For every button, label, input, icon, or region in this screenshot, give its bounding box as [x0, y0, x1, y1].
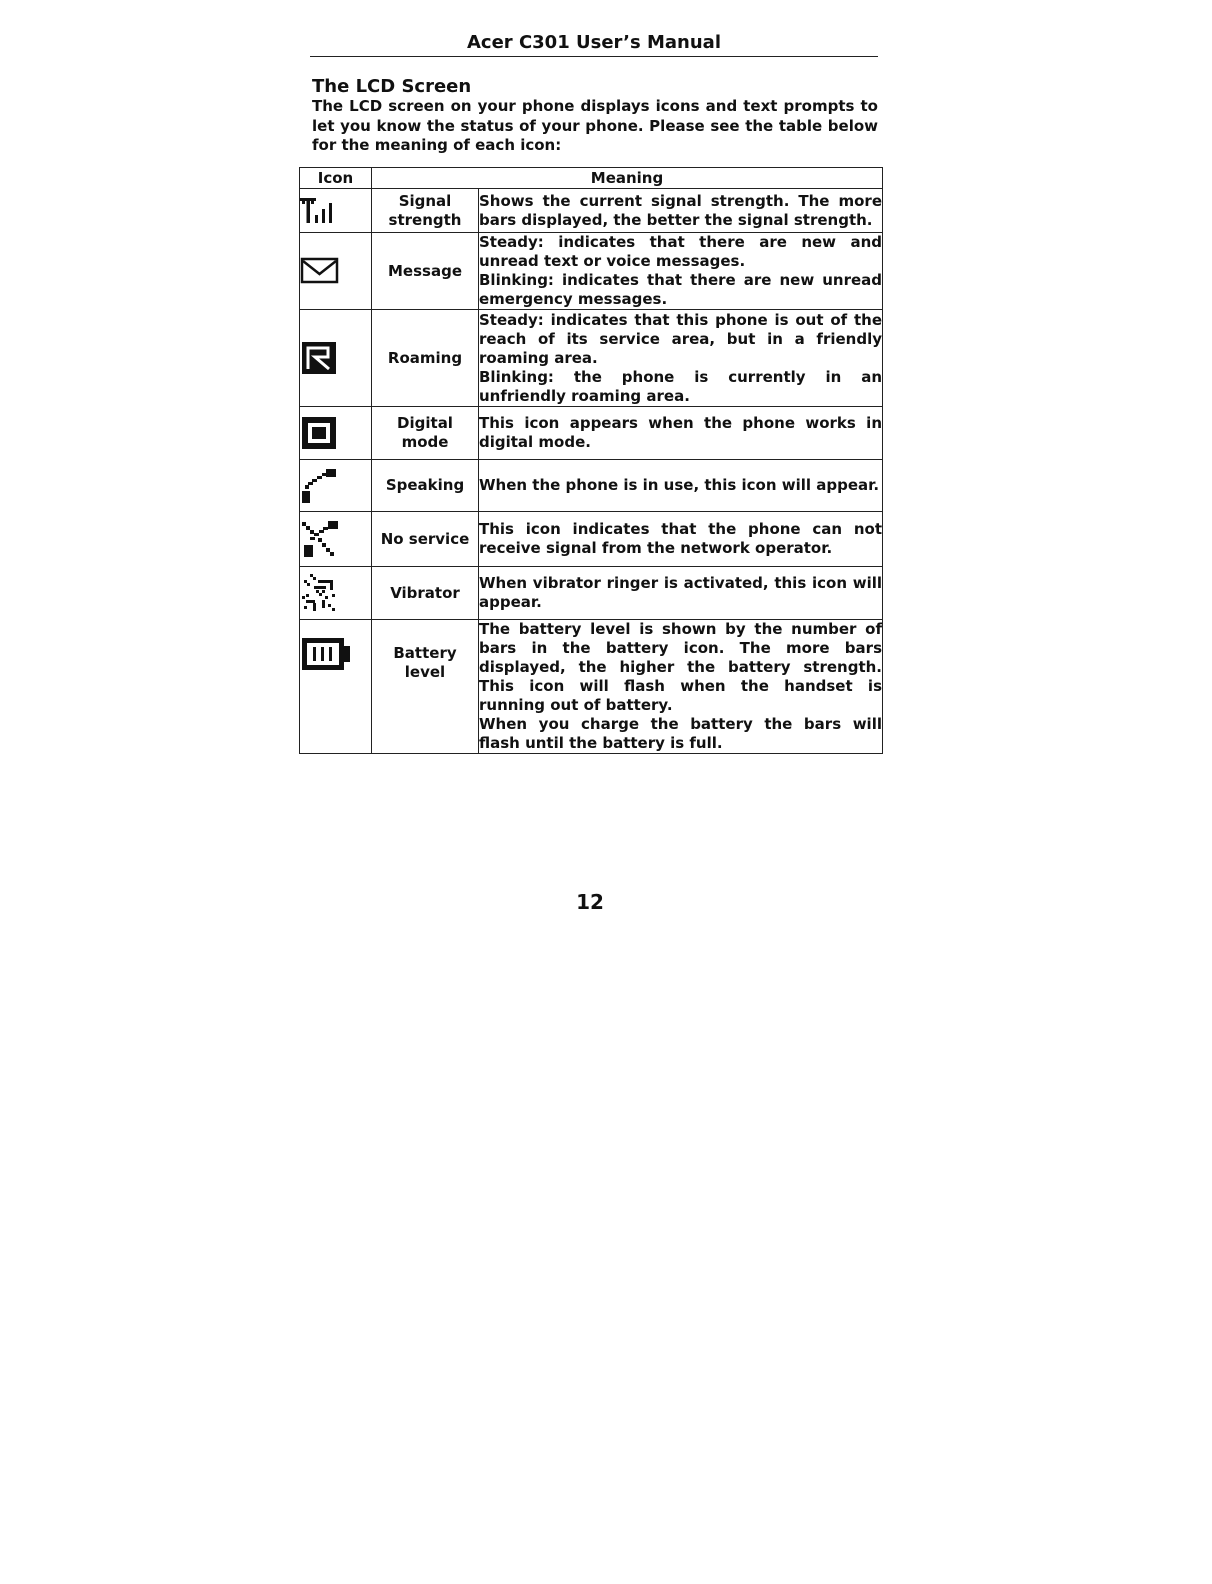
icon-name-cell: Speaking	[372, 460, 479, 512]
roaming-icon	[300, 340, 340, 376]
table-row	[300, 460, 883, 512]
table-row	[300, 407, 883, 460]
table-row	[300, 567, 883, 620]
section-title: The LCD Screen	[312, 76, 472, 97]
icon-cell	[300, 233, 372, 310]
icon-name-cell: Signal strength	[372, 189, 479, 233]
vibrator-icon	[300, 572, 340, 614]
table-row	[300, 189, 883, 233]
page-header-title: Acer C301 User’s Manual	[467, 32, 721, 53]
icon-name-cell: Battery level	[372, 620, 479, 754]
table-row	[300, 310, 883, 407]
table-row	[300, 620, 883, 754]
icon-cell	[300, 310, 372, 407]
icon-cell	[300, 567, 372, 620]
icon-name-cell: Digital mode	[372, 407, 479, 460]
digital-mode-icon	[300, 415, 340, 451]
icon-meaning-cell: Steady: indicates that there are new and unread text or voice messages. Blinking: indicates that there are new unread emergency messages.	[479, 233, 882, 308]
message-envelope-icon	[300, 256, 340, 286]
icon-meaning-cell: This icon appears when the phone works in digital mode.	[479, 407, 883, 460]
icon-meaning-cell: The battery level is shown by the number of bars in the battery icon. The more bars displayed, the higher the battery strength. This icon will flash when the handset is running out of battery. When you charge the battery the bars will flash until the battery is full.	[479, 620, 882, 752]
icon-name-cell: Roaming	[372, 310, 479, 407]
icon-name-cell: Vibrator	[372, 567, 479, 620]
icon-cell	[300, 460, 372, 512]
icon-name-cell: Message	[372, 233, 479, 310]
table-row	[300, 512, 883, 567]
header-rule	[310, 56, 878, 57]
icon-cell	[300, 189, 372, 233]
icon-meaning-cell: Steady: indicates that this phone is out of the reach of its service area, but in a friendly roaming area. Blinking: the phone is currently in an unfriendly roaming area.	[479, 310, 882, 405]
speaking-handset-icon	[300, 467, 340, 505]
icon-cell	[300, 407, 372, 460]
icon-meaning-table	[299, 167, 883, 754]
icon-column-header: Icon	[300, 168, 372, 189]
icon-cell	[300, 620, 372, 754]
signal-strength-icon	[300, 196, 340, 226]
page-number: 12	[576, 890, 604, 914]
icon-cell	[300, 512, 372, 567]
no-service-icon	[300, 519, 340, 559]
icon-name-cell: No service	[372, 512, 479, 567]
battery-level-icon	[300, 636, 354, 672]
icon-meaning-cell: When the phone is in use, this icon will appear.	[479, 460, 883, 512]
table-row	[300, 233, 883, 310]
intro-paragraph: The LCD screen on your phone displays icons and text prompts to let you know the status of your phone. Please see the table below for the meaning of each icon:	[312, 97, 878, 154]
icon-meaning-cell: Shows the current signal strength. The more bars displayed, the better the signal strength.	[479, 189, 883, 233]
icon-meaning-cell: When vibrator ringer is activated, this icon will appear.	[479, 567, 883, 620]
icon-meaning-cell: This icon indicates that the phone can not receive signal from the network operator.	[479, 512, 883, 567]
meaning-column-header: Meaning	[372, 168, 883, 189]
table-header-row	[300, 168, 883, 189]
